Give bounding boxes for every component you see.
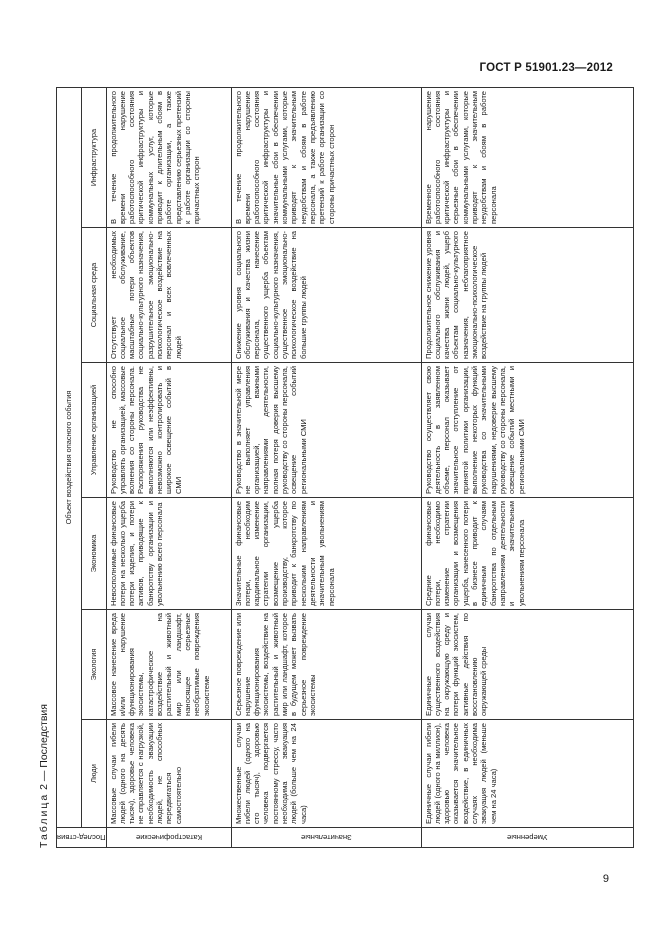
table-cell: Множественные случаи гибели людей (одного на сто тысяч), здоровью человека подвергается постоянному стрессу, часто необходима эвакуация людей (больше чем на 24 часа) <box>231 720 421 828</box>
column-header-ecology: Экология <box>81 610 106 720</box>
table-header-row-2 <box>81 87 106 847</box>
table-cell: Руководство в значительной мере не выполняет управления организацией, важными направлениями деятельности, полная потеря доверия высшему руководству со стороны персонала, освещение событий региональными СМИ <box>231 363 421 498</box>
severity-label: Катастрофические <box>106 828 231 848</box>
table-cell: Снижение уровня социального обслуживания и качества жизни персонала, нанесение существенного ущерба объектам социально-культурного назначения, существенное эмоционально-психологическое воздействие на большие группы людей <box>231 228 421 363</box>
table-cell: В течение продолжительного времени нарушение работоспособного состояния критической инфраструктуры и коммунальных услуг, которые приводит к длительным сбоям в работе организации, а также представлению серьезных претензий к работе организации со стороны причастных сторон <box>106 87 231 227</box>
table-cell: В течение продолжительного времени нарушение работоспособного состояния критической инфраструктуры и значительные сбои в обеспечении коммунальными услугами, которые приводят к значительным неудобствам и сбоям в работе персонала, а также предъявлению претензий к работе организации со стороны причастных сторон <box>231 87 421 227</box>
table-caption <box>34 704 54 848</box>
table-caption-title: 2 — Последствия <box>38 704 50 790</box>
impact-object-group-header: Объект воздействия опасного события <box>57 87 82 827</box>
table-header-row-1 <box>57 87 82 847</box>
page-number: 9 <box>602 873 609 885</box>
column-header-management: Управление организацией <box>81 363 106 498</box>
table-cell: Продолжительное снижение уровня социального обслуживания и качества жизни людей, ущерб объектам социально-культурного назначения, неблагоприятное эмоционально-психологическое воздействие на группы людей <box>421 228 633 363</box>
standard-code-header: ГОСТ Р 51901.23—2012 <box>479 62 613 74</box>
table-row-catastrophic <box>106 87 231 847</box>
table-cell: Отсутствует необходимых социальное обслуживание, масштабные потери объектов социально-культурного назначения, разрушительное эмоционально-психологическое воздействие на персонал и всех вовлеченных людей <box>106 228 231 363</box>
column-header-economy: Экономика <box>81 498 106 610</box>
table-cell: Серьезное повреждение или нарушение функционирования экосистемы, воздействие на растительный и животный мир или ландшафт, которое в будущем может вызвать серьезное повреждение экосистемы <box>231 610 421 720</box>
column-header-social: Социальная среда <box>81 228 106 363</box>
severity-column-header: Послед-ствия <box>57 828 107 848</box>
table-cell: Невосполнимые финансовые потери на несколько ущерба потери изделия, и потери активов, приводящие к банкротству организации и увольнению всего персонала <box>106 498 231 610</box>
column-header-infrastructure: Инфраструктура <box>81 87 106 227</box>
table-cell: Массовые случаи гибели людей (одного на десять тысяч), здоровье человека не справляется с нагрузкой, необходимость эвакуации людей, не способных передвигаться самостоятельно <box>106 720 231 828</box>
table-cell: Руководство осуществляет свою деятельность в заявленном объеме, персонал оказывает значительное отступление от принятой политики организации, выполнение некоторых функций руководства со значительными нарушениями, недоверие высшему руководству со стороны персонала, освещение событий местными и региональными СМИ <box>421 363 633 498</box>
severity-label: Умеренные <box>421 828 633 848</box>
consequences-table <box>56 87 634 848</box>
rotated-table-frame <box>34 86 609 848</box>
table-cell: Единичные случаи существенного воздействия на окружающую среду и потери функций экосистем, активные действия по восстановлению окружающей среды <box>421 610 633 720</box>
table-caption-prefix: Таблица <box>38 792 50 848</box>
table-cell: Массовое нанесение вреда и/или нарушение функционирования экосистемы, катастрофическое воздействие на растительный и животный мир или ландшафт, наносящее серьезные необратимые повреждения экосистеме <box>106 610 231 720</box>
table-cell: Руководство не способно управлять организацией, массовые волнения со стороны персонала. Распоряжения руководства не выполняются или неэффективны, невозможно контролировать и широкое освещение событий в СМИ <box>106 363 231 498</box>
column-header-people: Люди <box>81 720 106 828</box>
table-cell: Средние финансовые потери, необходимо изменение стратегии организации и возмещения ущерба, нанесенного потери в бизнесе приводит к единичным случаям банкротства по отдельным направлениям деятельности и значительным увольнениям персонала <box>421 498 633 610</box>
table-row-moderate <box>421 87 633 847</box>
table-cell: Значительные финансовые потери, необходим кардинальное изменение стратегии организации, возмещение ущерба производству, которое приводит к банкротству по нескольким направлениям деятельности и значительным увольнениям персонала <box>231 498 421 610</box>
table-row-significant <box>231 87 421 847</box>
table-cell: Единичные случаи гибели людей (одного на миллион), здоровью человека оказывается значительное воздействие, в единичных случаях необходима эвакуация людей (меньше чем на 24 часа) <box>421 720 633 828</box>
table-cell: Временное нарушение работоспособного состояния критической инфраструктуры и серьезные сбои в обеспечении коммунальными услугами, которые приводят к значительным неудобствам и сбоям в работе персонала <box>421 87 633 227</box>
severity-label: Значительные <box>231 828 421 848</box>
